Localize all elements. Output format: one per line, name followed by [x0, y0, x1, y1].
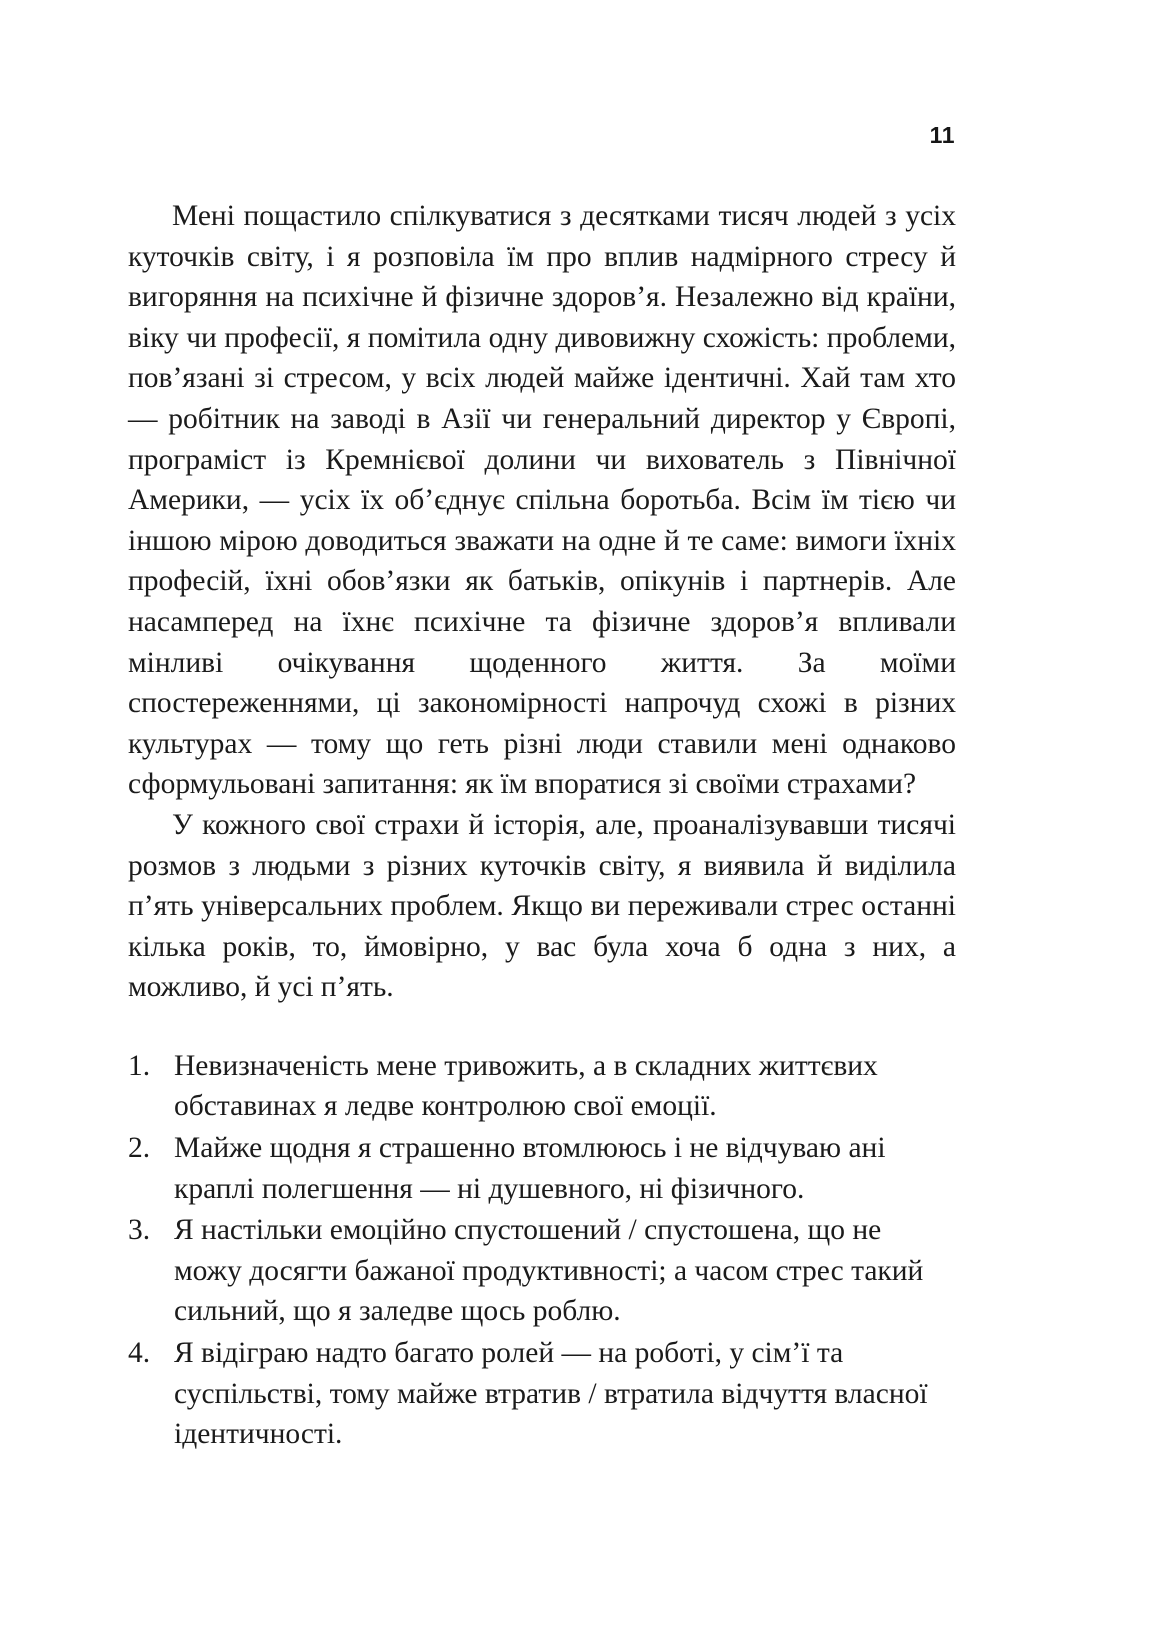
list-item-text: Невизначеність мене тривожить, а в складних життєвих обставинах я ледве контролюю свої емоції.: [174, 1049, 878, 1123]
list-item: [128, 1333, 956, 1455]
list-item-text: Майже щодня я страшенно втомлююсь і не відчуваю ані краплі полегшення — ні душевного, ні фізичного.: [174, 1132, 886, 1205]
list-item-marker: 3.: [128, 1214, 151, 1247]
text-block: [128, 196, 956, 1456]
list-item: [128, 1210, 956, 1332]
list-item: [128, 1046, 956, 1127]
paragraph-1: Мені пощастило спілкуватися з десятками тисяч людей з усіх куточків світу, і я розповіла їм про вплив надмірного стресу й вигоряння на психічне й фізичне здоров’я. Незалежно від країни, віку чи професії, я помітила одну дивовижну схожість: проблеми, пов’язані зі стресом, у всіх людей майже ідентичні. Хай там хто — робітник на заводі в Азії чи генеральний директор у Європі, програміст із Кремнієвої долини чи вихователь з Північної Америки, — усіх їх об’єднує спільна боротьба. Всім їм тією чи іншою мірою доводиться зважати на одне й те саме: вимоги їхніх професій, їхні обов’язки як батьків, опікунів і партнерів. Але насамперед на їхнє психічне та фізичне здоров’я впливали мінливі очікування щоденного життя. За моїми спостереженнями, ці закономірності напрочуд схожі в різних культурах — тому що геть різні люди ставили мені однаково сформульовані запитання: як їм впоратися зі своїми страхами?: [128, 200, 956, 801]
list-item: [128, 1128, 956, 1209]
problem-list: [128, 1046, 956, 1455]
page-number: 11: [929, 122, 955, 148]
list-item-text: Я відіграю надто багато ролей — на роботі, у сім’ї та суспільстві, тому майже втратив / втратила відчуття власної ідентичності.: [174, 1337, 928, 1451]
list-item-marker: 4.: [128, 1337, 151, 1370]
list-item-marker: 1.: [128, 1049, 151, 1082]
list-item-text: Я настільки емоційно спустошений / спустошена, що не можу досягти бажаної продуктивності; а часом стрес такий сильний, що я заледве щось роблю.: [174, 1214, 924, 1328]
list-item-marker: 2.: [128, 1132, 151, 1165]
paragraph-2: У кожного свої страхи й історія, але, проаналізувавши тисячі розмов з людьми з різних куточків світу, я виявила й виділила п’ять універсальних проблем. Якщо ви переживали стрес останні кілька років, то, ймовірно, у вас була хоча б одна з них, а можливо, й усі п’ять.: [128, 808, 956, 1004]
